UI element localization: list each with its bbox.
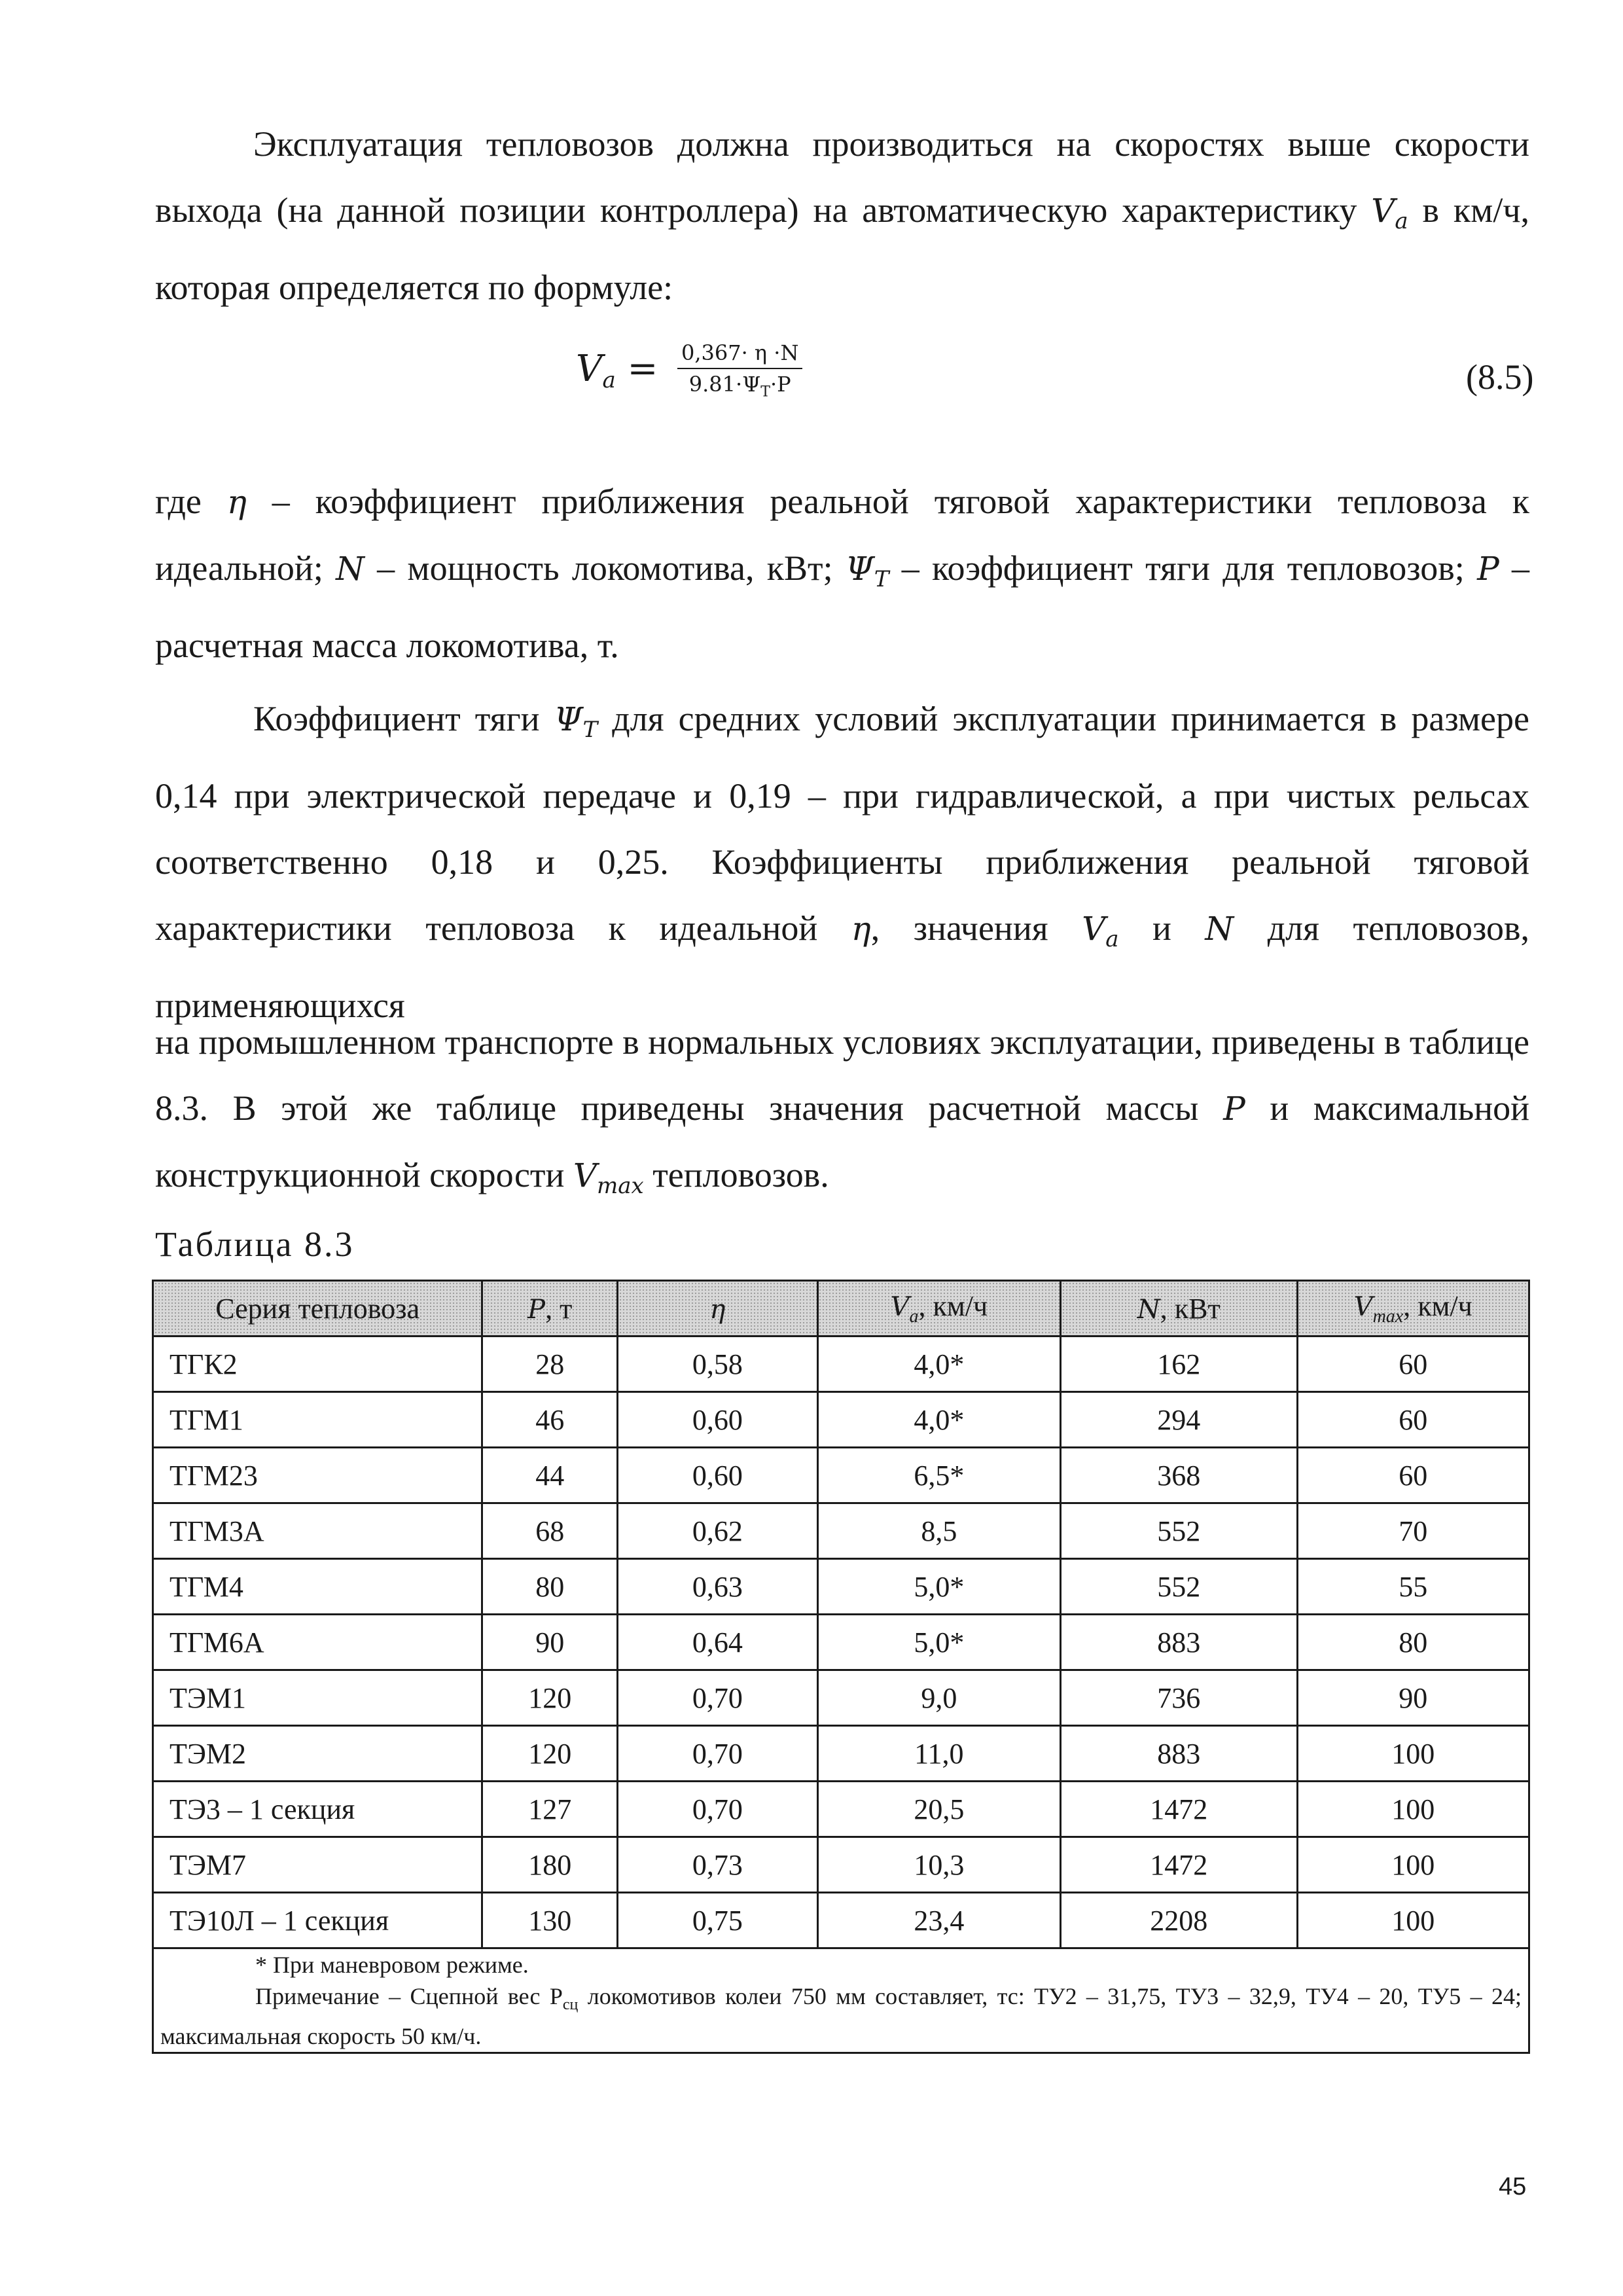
table-cell: 0,70 — [618, 1670, 818, 1726]
table-row — [153, 1837, 1529, 1893]
table-cell: 28 — [482, 1336, 618, 1392]
table-cell: 0,75 — [618, 1893, 818, 1948]
formula-lhs: $V_a$ = — [576, 347, 658, 393]
table-row — [153, 1726, 1529, 1782]
table-cell: 883 — [1061, 1726, 1297, 1782]
table-cell: 10,3 — [817, 1837, 1060, 1893]
table-cell: 5,0* — [817, 1615, 1060, 1670]
table-cell: 68 — [482, 1503, 618, 1559]
header-eta: η — [618, 1281, 818, 1336]
table-cell: 100 — [1297, 1782, 1529, 1837]
table-row — [153, 1615, 1529, 1670]
table-row — [153, 1392, 1529, 1448]
table-cell: 883 — [1061, 1615, 1297, 1670]
paragraph-coefficient: Коэффициент тяги $\Psi_T$ для средних условий эксплуатации принимается в размере 0,14 при электрической передаче и 0,19 – при гидравлической, а при чистых рельсах соответственно 0,18 и 0,25. Коэффициенты приближения реальной тяговой характеристики тепловоза к идеальной η, значения $V_a$ и N для тепловозов, применяющихся — [155, 699, 1530, 1025]
table-cell: 100 — [1297, 1837, 1529, 1893]
table-cell: 90 — [482, 1615, 618, 1670]
table-cell: 23,4 — [817, 1893, 1060, 1948]
table-cell: 0,58 — [618, 1336, 818, 1392]
table-row — [153, 1559, 1529, 1615]
table-cell: 368 — [1061, 1448, 1297, 1503]
formula-8-5 — [576, 340, 802, 400]
table-cell: 80 — [482, 1559, 618, 1615]
table-cell: ТЭ10Л – 1 секция — [153, 1893, 482, 1948]
table-cell: 6,5* — [817, 1448, 1060, 1503]
table-cell: ТГК2 — [153, 1336, 482, 1392]
table-notes — [153, 1948, 1529, 2053]
table-cell: 552 — [1061, 1503, 1297, 1559]
var-va: $V_a$ — [1371, 192, 1408, 234]
header-va: $V_a$, км/ч — [817, 1281, 1060, 1336]
formula-fraction — [677, 340, 802, 400]
table-cell: 100 — [1297, 1893, 1529, 1948]
table-cell: 0,70 — [618, 1782, 818, 1837]
table-cell: 46 — [482, 1392, 618, 1448]
table-cell: 8,5 — [817, 1503, 1060, 1559]
table-cell: 60 — [1297, 1336, 1529, 1392]
header-mass: P, т — [482, 1281, 618, 1336]
table-cell: 0,62 — [618, 1503, 818, 1559]
table-cell: ТЭМ7 — [153, 1837, 482, 1893]
equation-number: (8.5) — [1466, 357, 1534, 397]
table-cell: ТГМ6А — [153, 1615, 482, 1670]
table-row — [153, 1336, 1529, 1392]
table-cell: 5,0* — [817, 1559, 1060, 1615]
table-cell: 0,63 — [618, 1559, 818, 1615]
table-cell: 2208 — [1061, 1893, 1297, 1948]
table-cell: 44 — [482, 1448, 618, 1503]
note-shunting: * При маневровом режиме. — [255, 1952, 529, 1978]
paragraph-where: где η – коэффициент приближения реальной тяговой характеристики тепловоза к идеальной; N – мощность локомотива, кВт; $\Psi_T$ – коэффициент тяги для тепловозов; P – расчетная масса локомотива, т. — [155, 482, 1530, 665]
table-cell: 294 — [1061, 1392, 1297, 1448]
table-cell: 0,73 — [618, 1837, 818, 1893]
header-power: N, кВт — [1061, 1281, 1297, 1336]
table-cell: 11,0 — [817, 1726, 1060, 1782]
table-cell: 0,60 — [618, 1448, 818, 1503]
table-cell: ТЭМ2 — [153, 1726, 482, 1782]
table-cell: 80 — [1297, 1615, 1529, 1670]
table-cell: ТЭ3 – 1 секция — [153, 1782, 482, 1837]
table-cell: 130 — [482, 1893, 618, 1948]
intro-text-a: Эксплуатация тепловозов должна производиться на скоростях выше скорости выхода (на данной позиции контроллера) на автоматическую характеристику — [155, 124, 1529, 230]
paragraph-transport: на промышленном транспорте в нормальных условиях эксплуатации, приведены в таблице 8.3. В этой же таблице приведены значения расчетной массы P и максимальной конструкционной скорости $V_{max}$ тепловозов. — [155, 1022, 1529, 1199]
table-cell: 180 — [482, 1837, 618, 1893]
table-cell: ТГМ3А — [153, 1503, 482, 1559]
table-cell: 120 — [482, 1670, 618, 1726]
locomotive-table — [152, 1280, 1530, 2054]
table-cell: ТГМ1 — [153, 1392, 482, 1448]
formula-numerator: 0,367· η ·N — [677, 340, 802, 369]
table-cell: 0,70 — [618, 1726, 818, 1782]
table-cell: 552 — [1061, 1559, 1297, 1615]
table-cell: 127 — [482, 1782, 618, 1837]
table-cell: 4,0* — [817, 1392, 1060, 1448]
paragraph-intro — [155, 111, 1529, 321]
table-cell: ТЭМ1 — [153, 1670, 482, 1726]
table-cell: 162 — [1061, 1336, 1297, 1392]
table-cell: 60 — [1297, 1392, 1529, 1448]
table-row — [153, 1670, 1529, 1726]
table-row — [153, 1782, 1529, 1837]
header-series: Серия тепловоза — [153, 1281, 482, 1336]
note-remark: Примечание – Сцепной вес $Р_{сц}$ локомотивов колеи 750 мм составляет, тс: ТУ2 – 31,75, ТУ3 – 32,9, ТУ4 – 20, ТУ5 – 24; максимальная скорость 50 км/ч. — [160, 1983, 1522, 2050]
table-caption: Таблица 8.3 — [155, 1225, 355, 1264]
header-vmax: $V_{max}$, км/ч — [1297, 1281, 1529, 1336]
table-cell: 90 — [1297, 1670, 1529, 1726]
table-cell: ТГМ23 — [153, 1448, 482, 1503]
table-cell: 736 — [1061, 1670, 1297, 1726]
table-row — [153, 1893, 1529, 1948]
table-cell: 9,0 — [817, 1670, 1060, 1726]
table-cell: 0,60 — [618, 1392, 818, 1448]
intro-text-b: в км/ч, которая определяется по формуле: — [155, 190, 1529, 307]
table-row — [153, 1503, 1529, 1559]
page-number: 45 — [1499, 2173, 1527, 2200]
table-cell: 60 — [1297, 1448, 1529, 1503]
table-cell: 70 — [1297, 1503, 1529, 1559]
table-cell: 100 — [1297, 1726, 1529, 1782]
table-cell: 4,0* — [817, 1336, 1060, 1392]
table-cell: 1472 — [1061, 1782, 1297, 1837]
table-cell: 1472 — [1061, 1837, 1297, 1893]
table-notes-row — [153, 1948, 1529, 2053]
table-cell: 55 — [1297, 1559, 1529, 1615]
table-cell: ТГМ4 — [153, 1559, 482, 1615]
formula-denominator: $9.81\cdot\Psi_T\cdot P$ — [688, 372, 791, 401]
table-cell: 0,64 — [618, 1615, 818, 1670]
table-row — [153, 1448, 1529, 1503]
table-cell: 120 — [482, 1726, 618, 1782]
table-body — [153, 1336, 1529, 2053]
table-cell: 20,5 — [817, 1782, 1060, 1837]
table-header-row — [153, 1281, 1529, 1336]
